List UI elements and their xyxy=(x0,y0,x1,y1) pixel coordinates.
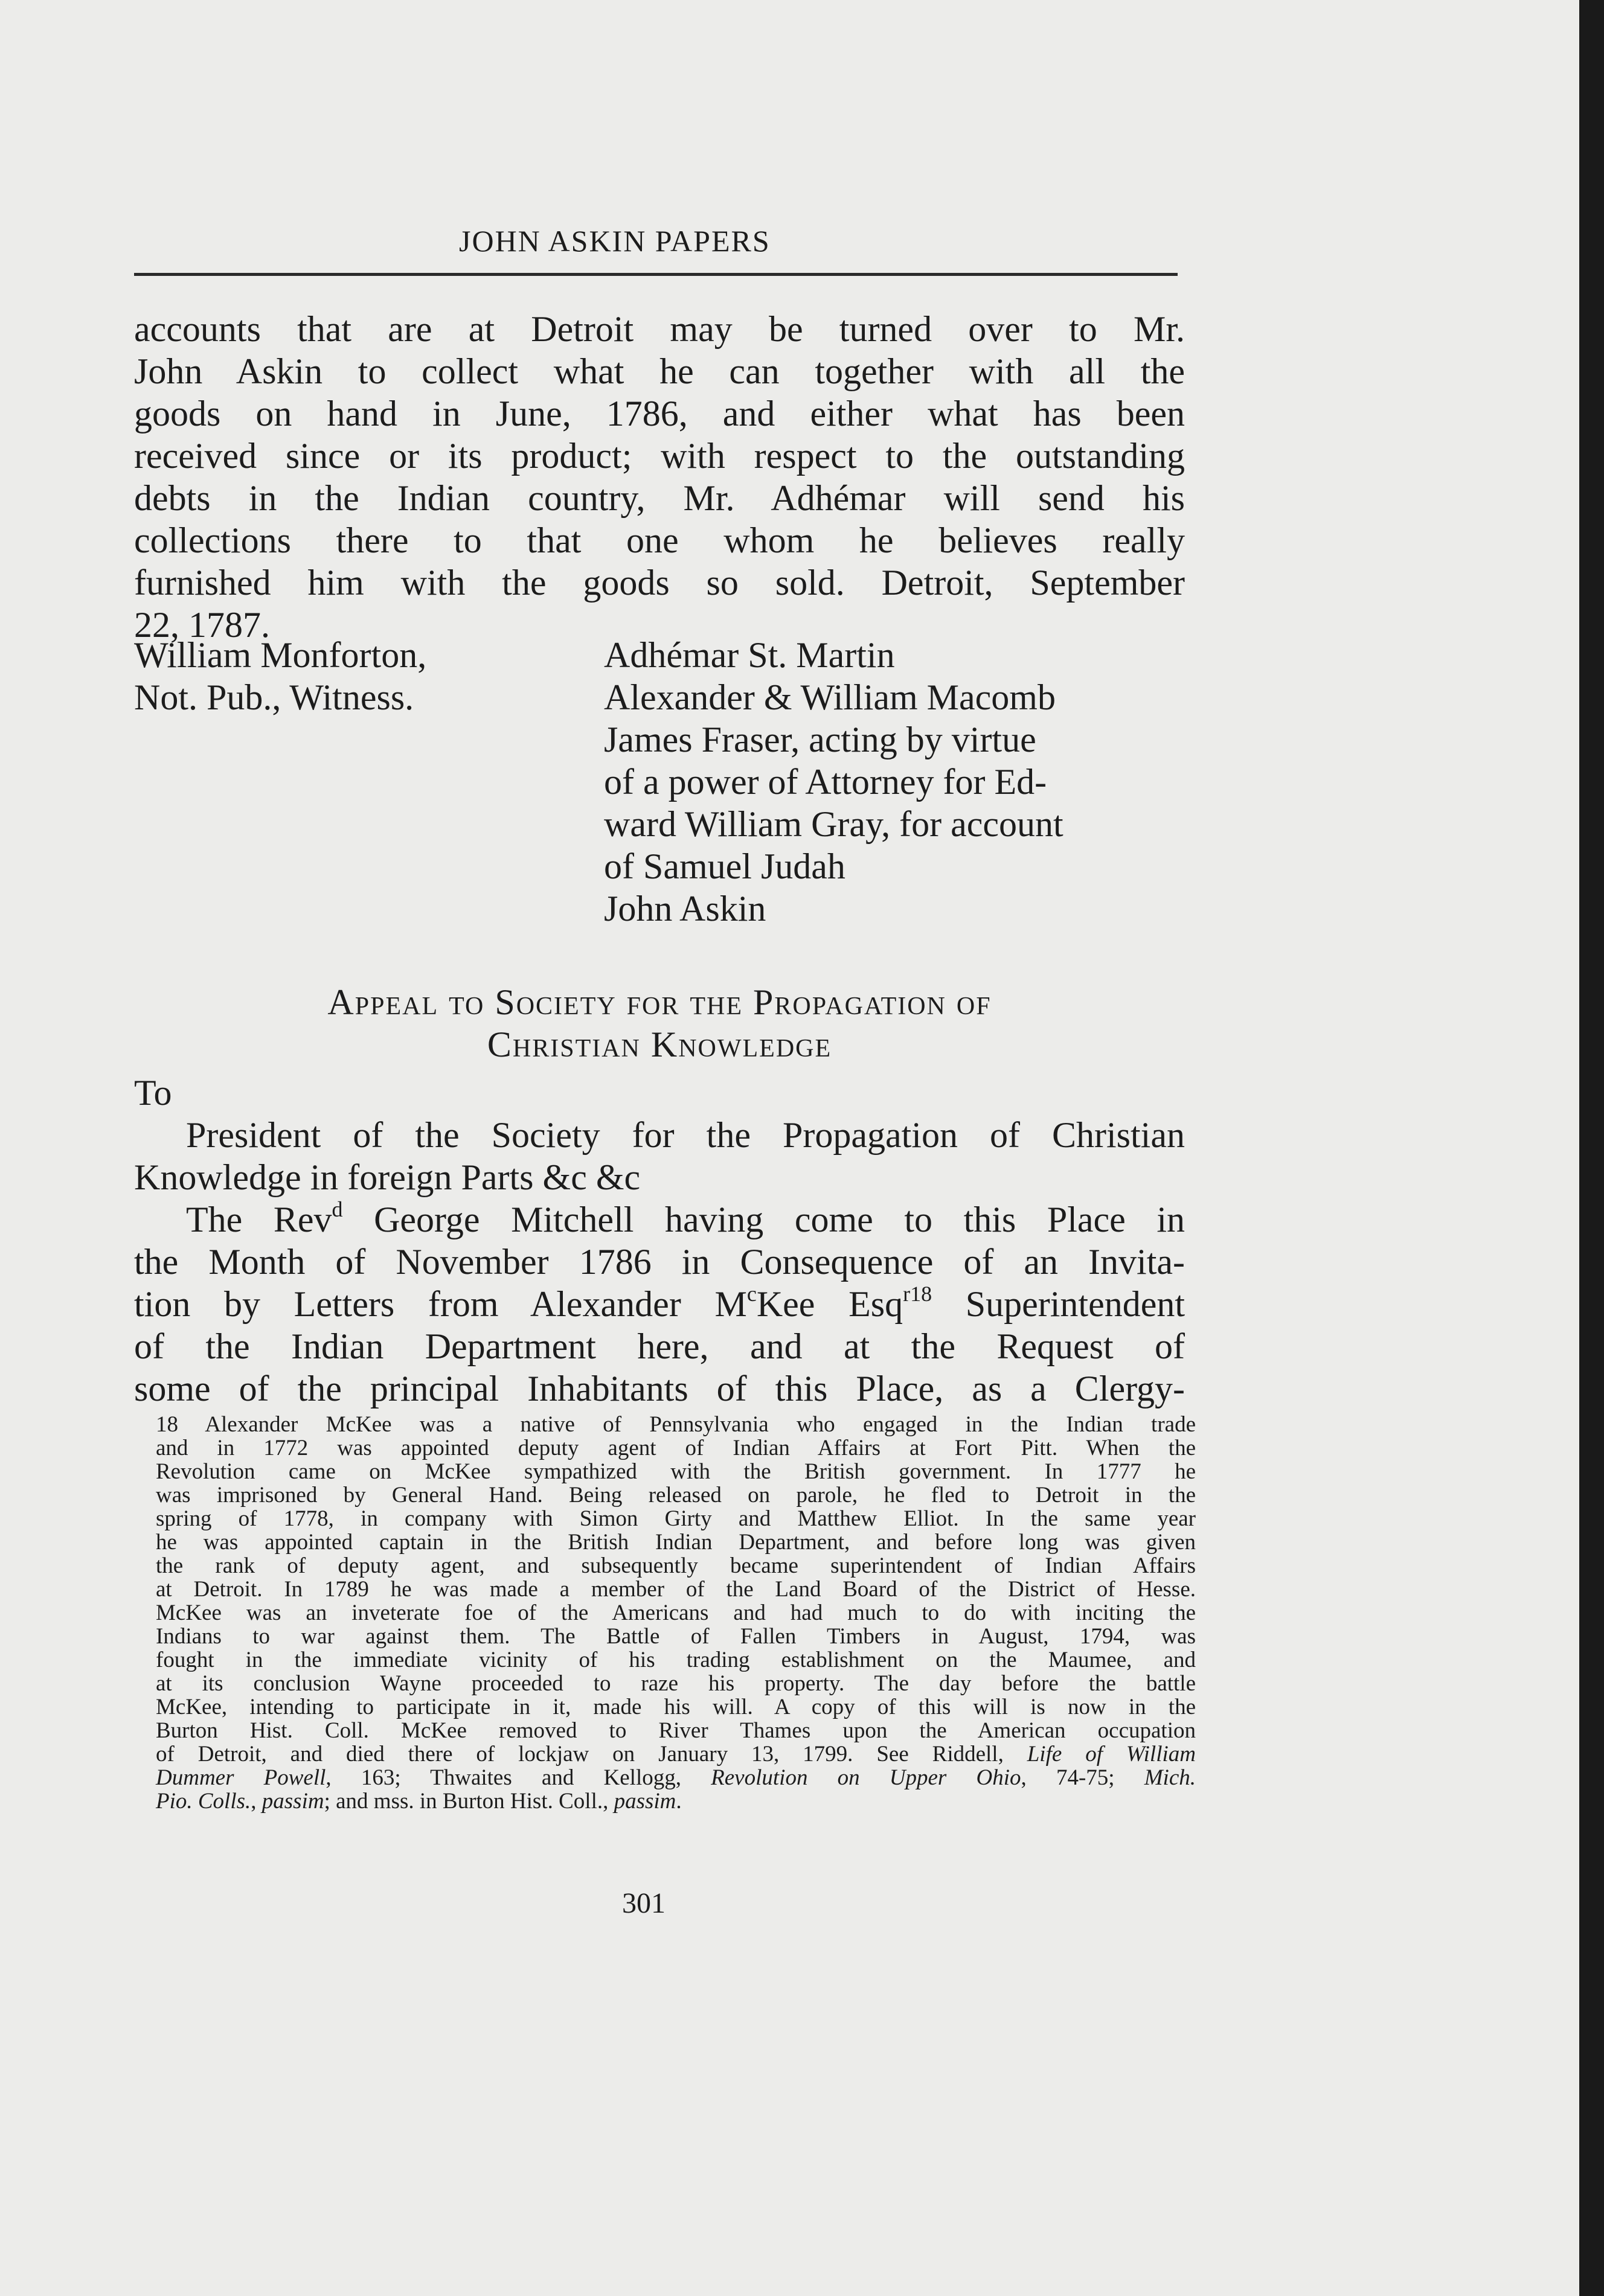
text-line: John Askin to collect what he can together with all the xyxy=(134,351,1185,391)
footnote-line: and in 1772 was appointed deputy agent of Indian Affairs at Fort Pitt. When the xyxy=(156,1436,1196,1460)
footnote-line xyxy=(156,1789,1196,1813)
footnote-line: the rank of deputy agent, and subsequently became superintendent of Indian Affairs xyxy=(156,1553,1196,1578)
text-line: goods on hand in June, 1786, and either what has been xyxy=(134,394,1185,433)
letter-body-line: some of the principal Inhabitants of this Place, as a Clergy- xyxy=(134,1369,1185,1409)
footnote-line xyxy=(156,1742,1196,1766)
italic-title: Mich. xyxy=(1144,1765,1196,1790)
text-run: Superintendent xyxy=(932,1284,1185,1324)
text-run: George Mitchell having come to this Place in xyxy=(342,1200,1185,1239)
text-line: received since or its product; with respect to the outstanding xyxy=(134,436,1185,476)
footnote-line: was imprisoned by General Hand. Being released on parole, he fled to Detroit in the xyxy=(156,1483,1196,1508)
letter xyxy=(134,1072,1185,1410)
footnote-line: spring of 1778, in company with Simon Girty and Matthew Elliot. In the same year xyxy=(156,1506,1196,1531)
text-run: of Detroit, and died there of lockjaw on January 13, 1799. See Riddell, xyxy=(156,1742,1027,1767)
footnote-line: Revolution came on McKee sympathized with the British government. In 1777 he xyxy=(156,1459,1196,1484)
text-line: accounts that are at Detroit may be turned over to Mr. xyxy=(134,309,1185,349)
signatory-line: James Fraser, acting by virtue xyxy=(604,720,1036,759)
text-run: , 74-75; xyxy=(1021,1765,1144,1790)
footnote-ref: r18 xyxy=(903,1281,932,1306)
running-head: JOHN ASKIN PAPERS xyxy=(459,224,771,258)
footnote-line xyxy=(156,1766,1196,1789)
heading-line: Appeal to Society for the Propagation of xyxy=(327,982,992,1022)
witness-line: William Monforton, xyxy=(134,635,427,675)
text-run: . xyxy=(676,1789,682,1814)
text-line: 22, 1787. xyxy=(134,605,270,645)
letter-body-line xyxy=(134,1283,1185,1325)
text-line: furnished him with the goods so sold. Detroit, September xyxy=(134,563,1185,603)
footnote-line: McKee was an inveterate foe of the Americans and had much to do with inciting the xyxy=(156,1600,1196,1625)
footnote-line: Burton Hist. Coll. McKee removed to River Thames upon the American occupation xyxy=(156,1718,1196,1743)
address-line: Knowledge in foreign Parts &c &c xyxy=(134,1157,641,1197)
text-run: tion by Letters from Alexander M xyxy=(134,1284,747,1324)
text-line: debts in the Indian country, Mr. Adhémar will send his xyxy=(134,478,1185,518)
footnote-line: at its conclusion Wayne proceeded to raze his property. The day before the battle xyxy=(156,1671,1196,1696)
paragraph-continuation xyxy=(134,308,1185,646)
letter-body-line: of the Indian Department here, and at the Request of xyxy=(134,1326,1185,1366)
witness-line: Not. Pub., Witness. xyxy=(134,677,414,717)
signatory-line: Alexander & William Macomb xyxy=(604,677,1056,717)
text-run: , xyxy=(251,1789,262,1814)
footnote-line: Indians to war against them. The Battle of Fallen Timbers in August, 1794, was xyxy=(156,1624,1196,1649)
italic-title: Pio. Colls. xyxy=(156,1789,251,1814)
text-line: collections there to that one whom he believes really xyxy=(134,520,1185,560)
section-heading xyxy=(134,981,1185,1066)
salutation: To xyxy=(134,1073,172,1113)
signatory-line: Adhémar St. Martin xyxy=(604,635,895,675)
text-run: ; and mss. in Burton Hist. Coll., xyxy=(324,1789,614,1814)
superscript: c xyxy=(746,1281,757,1306)
signatory-line: ward William Gray, for account xyxy=(604,804,1063,844)
italic-term: passim xyxy=(261,1789,324,1814)
signatory-line: of a power of Attorney for Ed- xyxy=(604,762,1047,802)
letter-body-line: the Month of November 1786 in Consequence of an Invita- xyxy=(134,1242,1185,1282)
text-run: Kee Esq xyxy=(756,1284,903,1324)
footnote-line: he was appointed captain in the British Indian Department, and before long was given xyxy=(156,1530,1196,1555)
text-run: The Rev xyxy=(186,1200,332,1239)
footnote-line: fought in the immediate vicinity of his trading establishment on the Maumee, and xyxy=(156,1648,1196,1672)
footnote xyxy=(156,1413,1196,1813)
italic-title: Life of William xyxy=(1027,1742,1196,1767)
signatory-line: of Samuel Judah xyxy=(604,846,845,886)
header-rule xyxy=(134,273,1178,276)
address-line: President of the Society for the Propagation of Christian xyxy=(186,1115,1185,1155)
footnote-line: McKee, intending to participate in it, made his will. A copy of this will is now in the xyxy=(156,1695,1196,1719)
italic-title: Revolution on Upper Ohio xyxy=(711,1765,1021,1790)
page-number: 301 xyxy=(622,1887,666,1919)
heading-line: Christian Knowledge xyxy=(487,1025,832,1064)
signatory-line: John Askin xyxy=(604,889,766,929)
italic-title: Dummer Powell xyxy=(156,1765,326,1790)
footnote-line: at Detroit. In 1789 he was made a member of the Land Board of the District of Hesse. xyxy=(156,1577,1196,1602)
letter-body-line xyxy=(134,1198,1185,1241)
text-run: , 163; Thwaites and Kellogg, xyxy=(326,1765,711,1790)
italic-term: passim xyxy=(614,1789,676,1814)
superscript: d xyxy=(332,1197,343,1221)
footnote-line: 18 Alexander McKee was a native of Pennsylvania who engaged in the Indian trade xyxy=(156,1412,1196,1437)
